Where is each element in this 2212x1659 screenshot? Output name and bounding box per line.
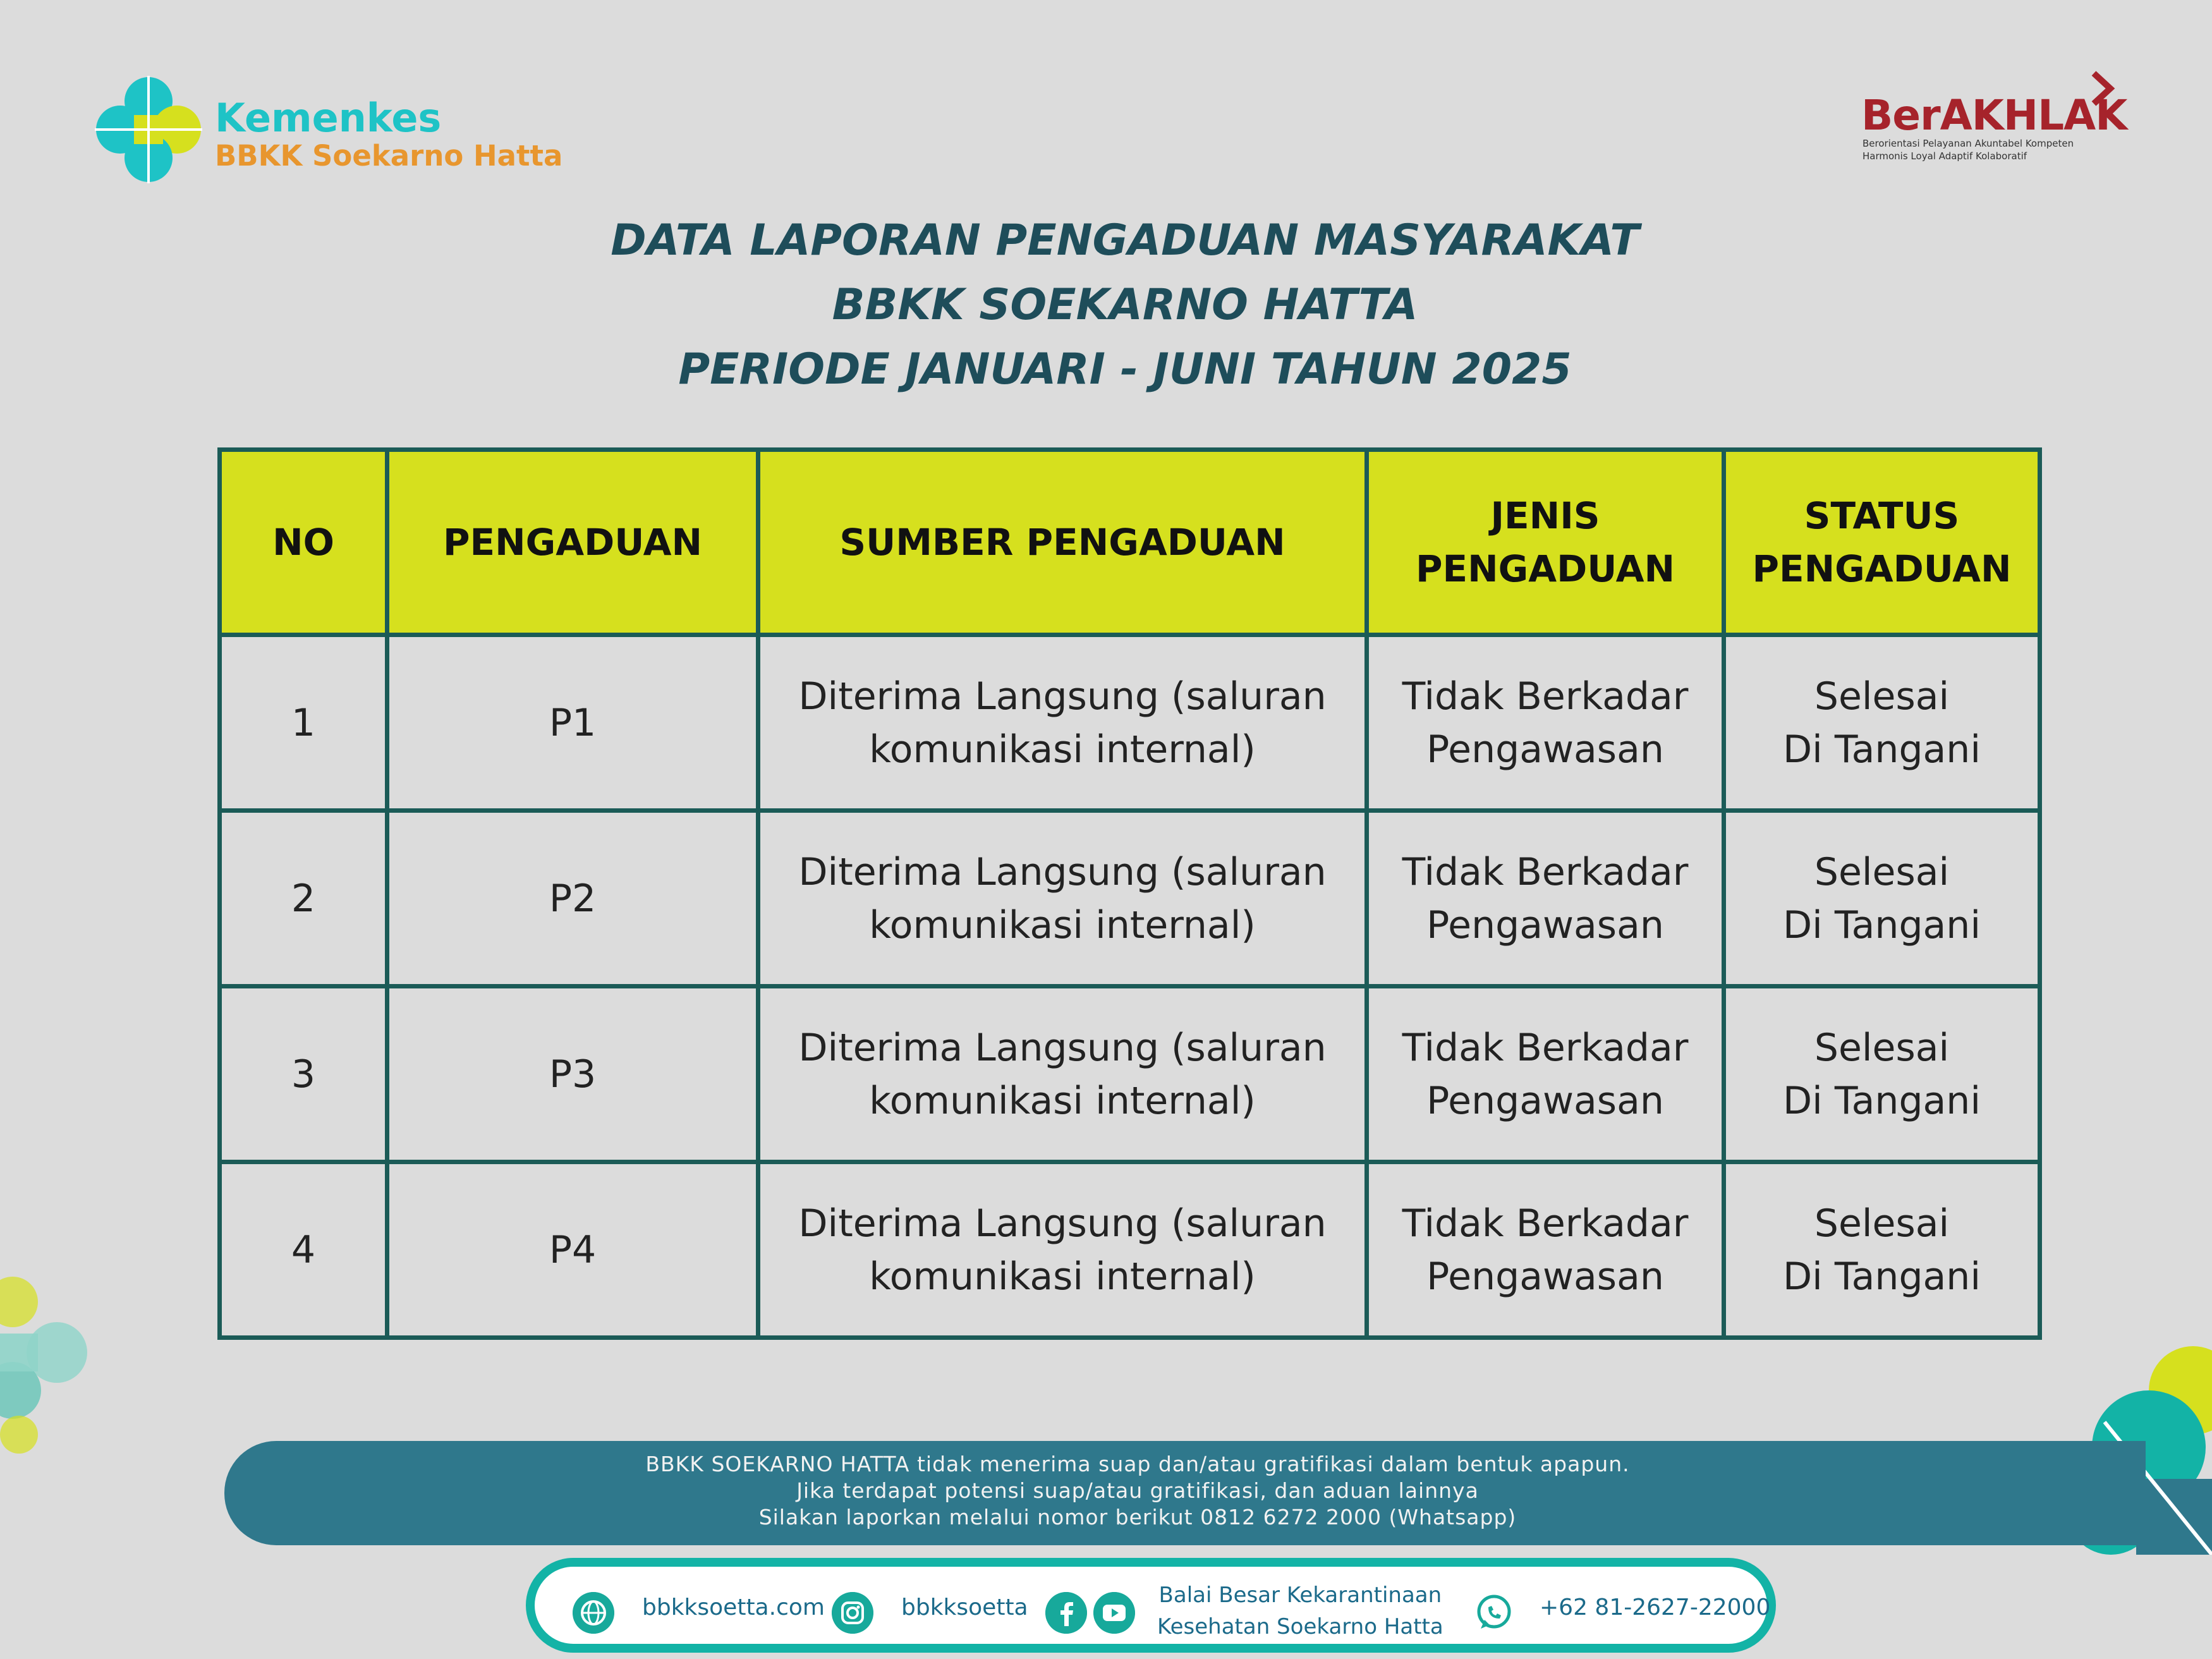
cell-line: Tidak Berkadar	[1402, 1025, 1689, 1070]
header-no: NO	[220, 450, 387, 635]
cell-line: Di Tangani	[1782, 902, 1981, 947]
notice-line-3: Silakan laporkan melalui nomor berikut 0812 6272 2000 (Whatsapp)	[758, 1505, 1517, 1529]
cell-jenis	[1367, 1162, 1724, 1338]
cell-line: komunikasi internal)	[869, 902, 1256, 947]
cell-pengaduan: P3	[387, 987, 758, 1162]
title-line-3: PERIODE JANUARI - JUNI TAHUN 2025	[678, 344, 1572, 394]
address-line-1: Balai Besar Kekarantinaan	[1158, 1583, 1442, 1608]
cell-line: Pengawasan	[1426, 727, 1664, 772]
youtube-icon	[1093, 1592, 1135, 1634]
kemenkes-leaf-icon	[95, 76, 202, 183]
header-jenis-line: PENGADUAN	[1415, 547, 1675, 590]
cell-sumber	[758, 635, 1367, 811]
cell-line: Diterima Langsung (saluran	[798, 849, 1327, 894]
brand-subtitle: BBKK Soekarno Hatta	[215, 139, 563, 173]
cell-line: komunikasi internal)	[869, 1078, 1256, 1123]
table-header-row	[220, 450, 2040, 635]
cell-line: Selesai	[1814, 1201, 1950, 1246]
cell-no: 4	[220, 1162, 387, 1338]
header-jenis	[1367, 450, 1724, 635]
cell-no: 2	[220, 811, 387, 987]
cell-pengaduan: P4	[387, 1162, 758, 1338]
cell-line: Selesai	[1814, 849, 1950, 894]
cell-line: Tidak Berkadar	[1402, 849, 1689, 894]
cell-line: komunikasi internal)	[869, 727, 1256, 772]
cell-jenis	[1367, 635, 1724, 811]
cell-line: Diterima Langsung (saluran	[798, 674, 1327, 719]
cell-line: Selesai	[1814, 1025, 1950, 1070]
anti-bribery-notice	[224, 1441, 2146, 1545]
table-row	[220, 1162, 2040, 1338]
table-row	[220, 811, 2040, 987]
title-line-1: DATA LAPORAN PENGADUAN MASYARAKAT	[611, 216, 1639, 265]
berakhlak-logo	[1861, 70, 2127, 164]
cell-jenis	[1367, 987, 1724, 1162]
berakhlak-tagline: Berorientasi Pelayanan Akuntabel Kompeten	[1863, 138, 2074, 149]
header-status-line: PENGADUAN	[1752, 547, 2012, 590]
header-jenis-line: JENIS	[1490, 494, 1600, 537]
berakhlak-tagline: Harmonis Loyal Adaptif Kolaboratif	[1863, 150, 2027, 162]
facebook-icon	[1045, 1592, 1087, 1634]
whatsapp-icon	[1473, 1592, 1515, 1634]
cell-status	[1724, 811, 2040, 987]
globe-icon	[573, 1592, 614, 1634]
cell-pengaduan: P2	[387, 811, 758, 987]
table-row	[220, 987, 2040, 1162]
cell-no: 1	[220, 635, 387, 811]
cell-pengaduan: P1	[387, 635, 758, 811]
office-address	[1157, 1579, 1443, 1643]
table-row	[220, 635, 2040, 811]
page-title	[0, 209, 2212, 402]
cell-line: Selesai	[1814, 674, 1950, 719]
cell-line: Diterima Langsung (saluran	[798, 1025, 1327, 1070]
cell-sumber	[758, 811, 1367, 987]
cell-status	[1724, 987, 2040, 1162]
cell-line: Diterima Langsung (saluran	[798, 1201, 1327, 1246]
cell-line: Di Tangani	[1782, 727, 1981, 772]
cell-status	[1724, 635, 2040, 811]
cell-line: Pengawasan	[1426, 1078, 1664, 1123]
instagram-icon	[832, 1592, 873, 1634]
header-sumber: SUMBER PENGADUAN	[758, 450, 1367, 635]
instagram-link[interactable]: bbkksoetta	[901, 1595, 1028, 1620]
complaint-report-table	[217, 447, 2042, 1340]
cell-line: komunikasi internal)	[869, 1254, 1256, 1299]
header-pengaduan: PENGADUAN	[387, 450, 758, 635]
website-link[interactable]: bbkksoetta.com	[642, 1595, 825, 1620]
cell-jenis	[1367, 811, 1724, 987]
phone-number[interactable]: +62 81-2627-22000	[1540, 1595, 1771, 1620]
kemenkes-logo	[95, 76, 563, 190]
header-status-line: STATUS	[1804, 494, 1960, 537]
cell-line: Tidak Berkadar	[1402, 674, 1689, 719]
cell-no: 3	[220, 987, 387, 1162]
notice-line-2: Jika terdapat potensi suap/atau gratifikasi, dan aduan lainnya	[796, 1478, 1479, 1503]
left-leaf-decoration	[0, 1264, 95, 1454]
berakhlak-wordmark: BerAKHLAK	[1861, 91, 2127, 140]
title-line-2: BBKK SOEKARNO HATTA	[832, 280, 1418, 330]
cell-line: Pengawasan	[1426, 1254, 1664, 1299]
cell-line: Tidak Berkadar	[1402, 1201, 1689, 1246]
header-status	[1724, 450, 2040, 635]
notice-line-1: BBKK SOEKARNO HATTA tidak menerima suap dan/atau gratifikasi dalam bentuk apapun.	[645, 1452, 1630, 1476]
cell-line: Di Tangani	[1782, 1254, 1981, 1299]
cell-line: Pengawasan	[1426, 902, 1664, 947]
cell-sumber	[758, 1162, 1367, 1338]
brand-name: Kemenkes	[215, 95, 442, 141]
contact-bar	[526, 1558, 1776, 1653]
cell-status	[1724, 1162, 2040, 1338]
cell-sumber	[758, 987, 1367, 1162]
address-line-2: Kesehatan Soekarno Hatta	[1157, 1614, 1443, 1639]
cell-line: Di Tangani	[1782, 1078, 1981, 1123]
